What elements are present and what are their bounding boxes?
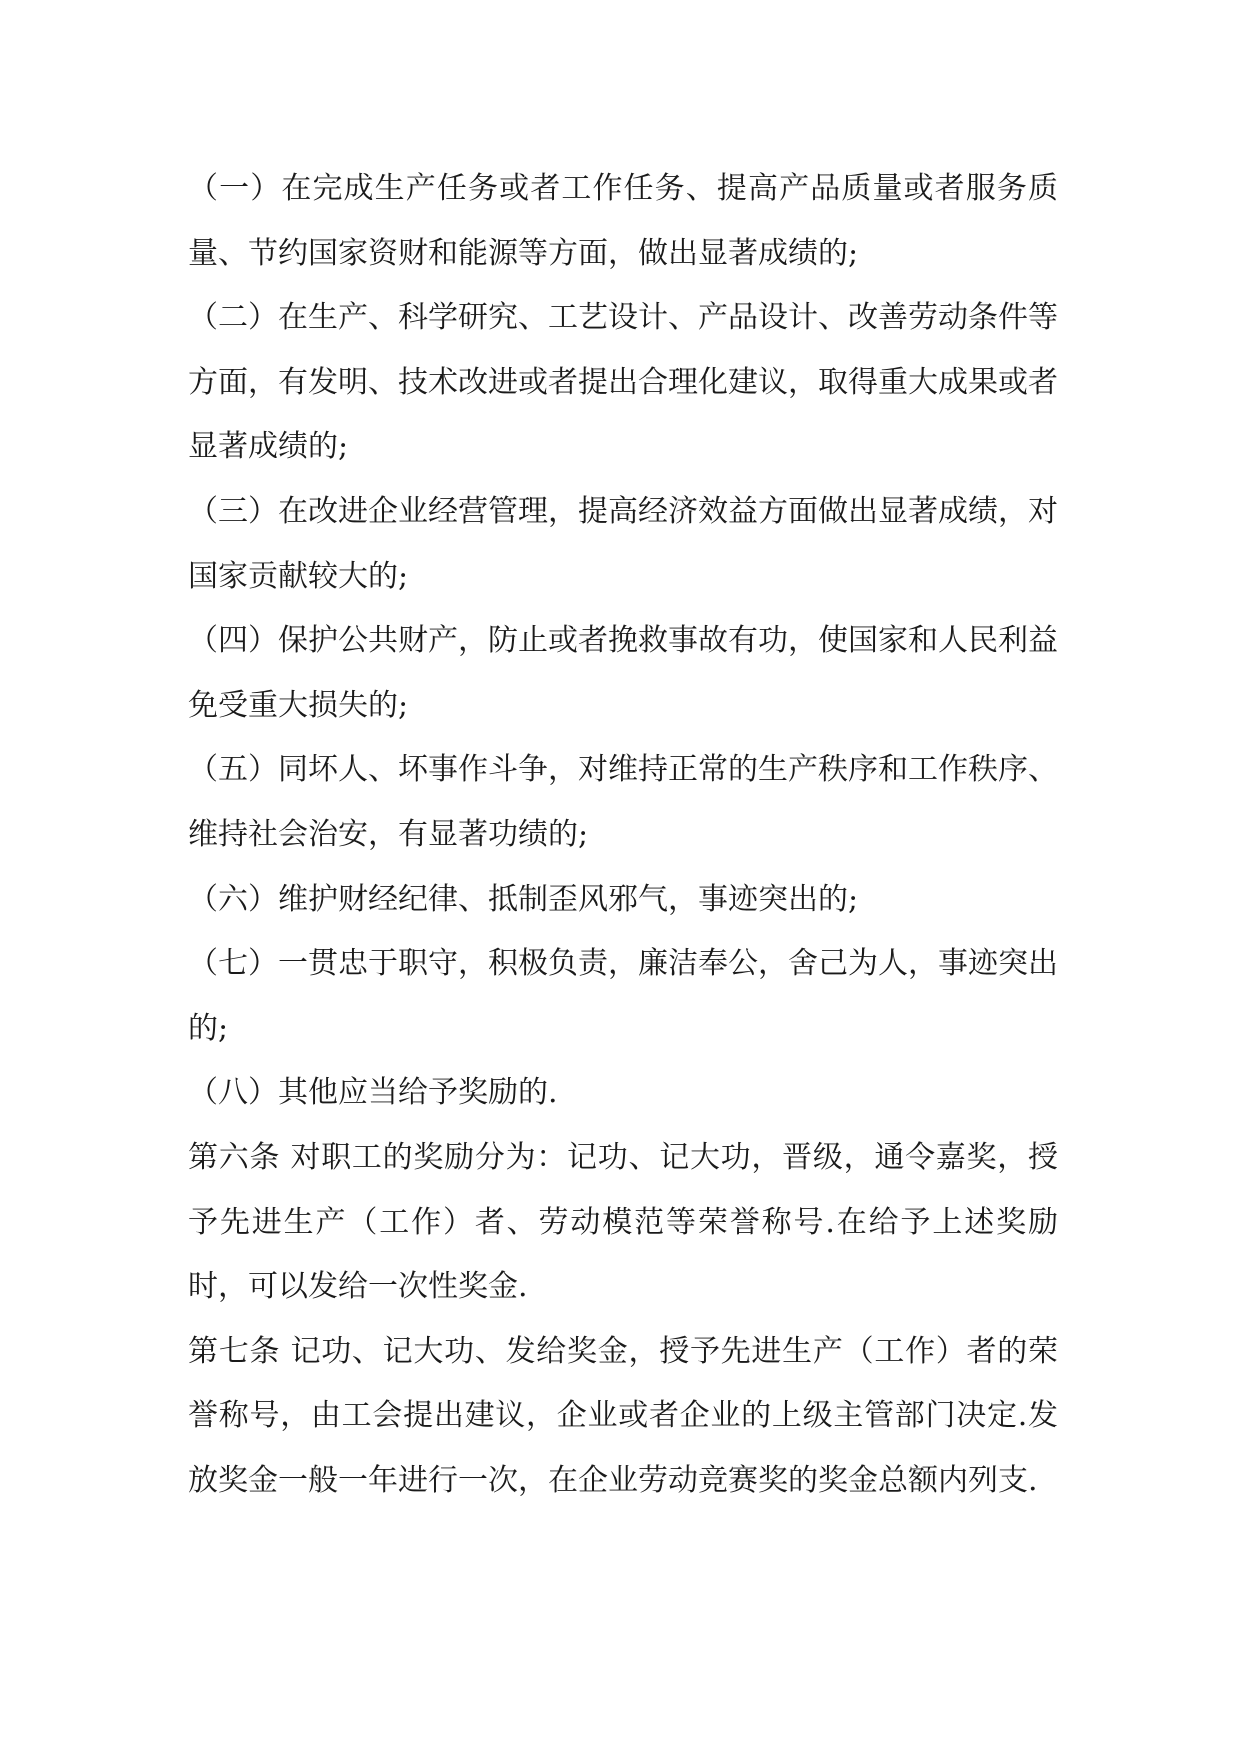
paragraph-item-8: （八）其他应当给予奖励的. xyxy=(188,1075,558,1111)
paragraph-item-4: （四）保护公共财产，防止或者挽救事故有功，使国家和人民利益免受重大损失的; xyxy=(188,623,1058,723)
paragraph-item-5: （五）同坏人、坏事作斗争，对维持正常的生产秩序和工作秩序、维持社会治安，有显著功绩的; xyxy=(188,752,1058,852)
article-seven: 第七条 记功、记大功、发给奖金，授予先进生产（工作）者的荣誉称号，由工会提出建议，企业或者企业的上级主管部门决定.发放奖金一般一年进行一次，在企业劳动竞赛奖的奖金总额内列支. xyxy=(188,1333,1058,1498)
paragraph-item-1: （一）在完成生产任务或者工作任务、提高产品质量或者服务质量、节约国家资财和能源等方面，做出显著成绩的; xyxy=(188,171,1058,271)
paragraph-item-6: （六）维护财经纪律、抵制歪风邪气，事迹突出的; xyxy=(188,881,859,917)
paragraph-item-7: （七）一贯忠于职守，积极负责，廉洁奉公，舍己为人，事迹突出的; xyxy=(188,946,1058,1046)
paragraph-item-2: （二）在生产、科学研究、工艺设计、产品设计、改善劳动条件等方面，有发明、技术改进或者提出合理化建议，取得重大成果或者显著成绩的; xyxy=(188,300,1058,465)
document-body xyxy=(188,157,1058,1513)
paragraph-item-3: （三）在改进企业经营管理，提高经济效益方面做出显著成绩，对国家贡献较大的; xyxy=(188,493,1058,594)
article-six: 第六条 对职工的奖励分为：记功、记大功，晋级，通令嘉奖，授予先进生产（工作）者、劳动模范等荣誉称号.在给予上述奖励时，可以发给一次性奖金. xyxy=(188,1139,1058,1305)
